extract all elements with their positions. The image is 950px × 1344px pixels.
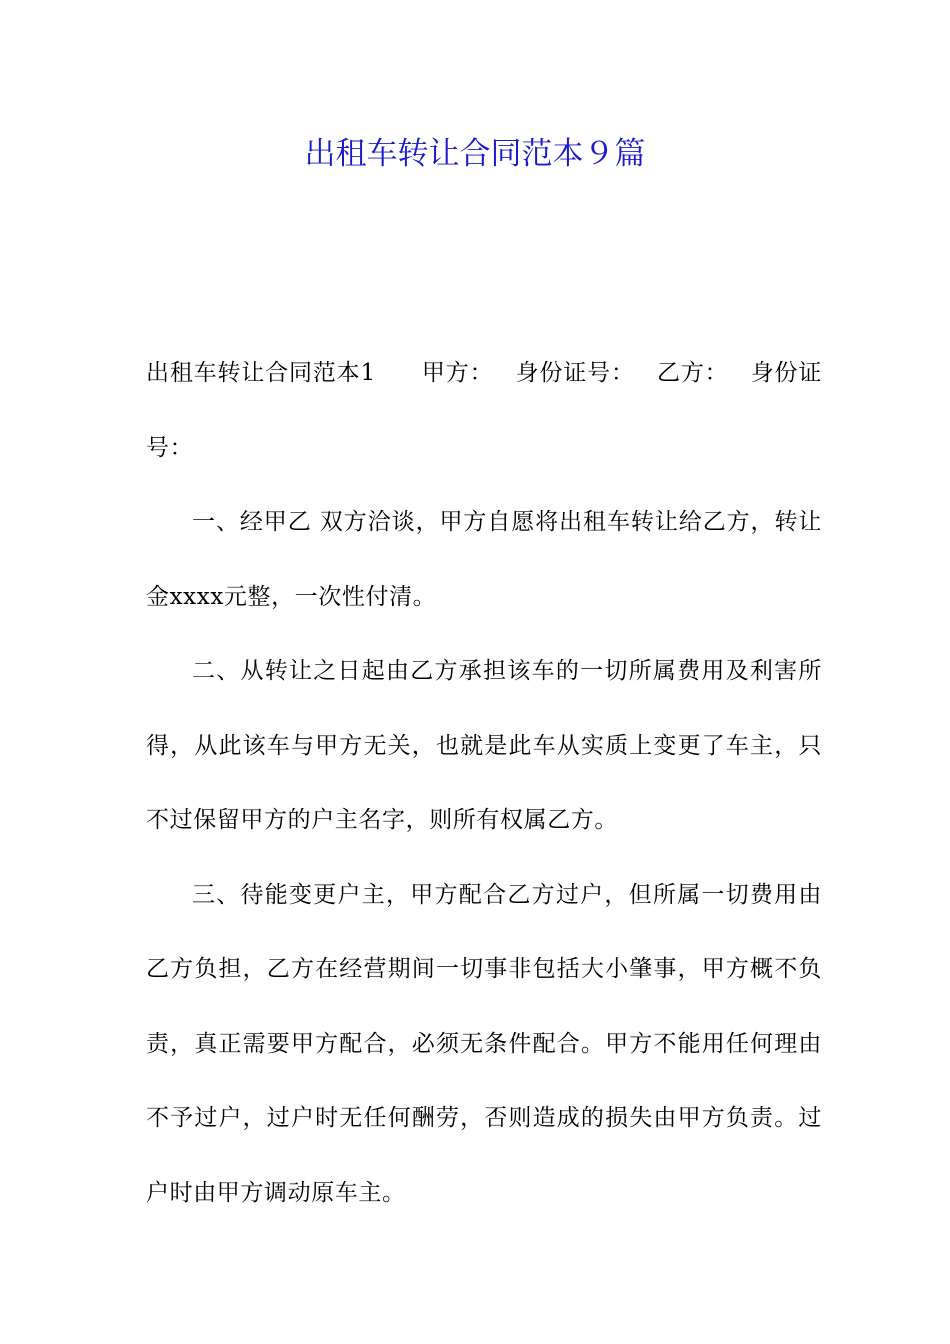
party-a-id-label: 身份证号： (515, 360, 635, 386)
party-b-label: 乙方： (656, 360, 729, 386)
clause-3: 三、待能变更户主，甲方配合乙方过户，但所属一切费用由乙方负担，乙方在经营期间一切事非包括大小肇事，甲方概不负责，真正需要甲方配合，必须无条件配合。甲方不能用任何理由不予过户，过户时无任何酬劳，否则造成的损失由甲方负责。过户时由甲方调动原车主。 (146, 881, 822, 1206)
clause-2: 二、从转让之日起由乙方承担该车的一切所属费用及利害所得，从此该车与甲方无关，也就是此车从实质上变更了车主，只不过保留甲方的户主名字，则所有权属乙方。 (146, 658, 822, 833)
document-title: 出租车转让合同范本９篇 (304, 136, 646, 172)
header-line (146, 336, 822, 485)
party-a-label: 甲方： (421, 360, 494, 386)
contract-heading: 出租车转让合同范本1 (146, 360, 376, 386)
party-b-id-label: 身份证号： (146, 360, 822, 461)
clause-1: 一、经甲乙 双方洽谈，甲方自愿将出租车转让给乙方，转让金xxxx元整，一次性付清。 (146, 509, 822, 610)
document-body (146, 336, 822, 1230)
